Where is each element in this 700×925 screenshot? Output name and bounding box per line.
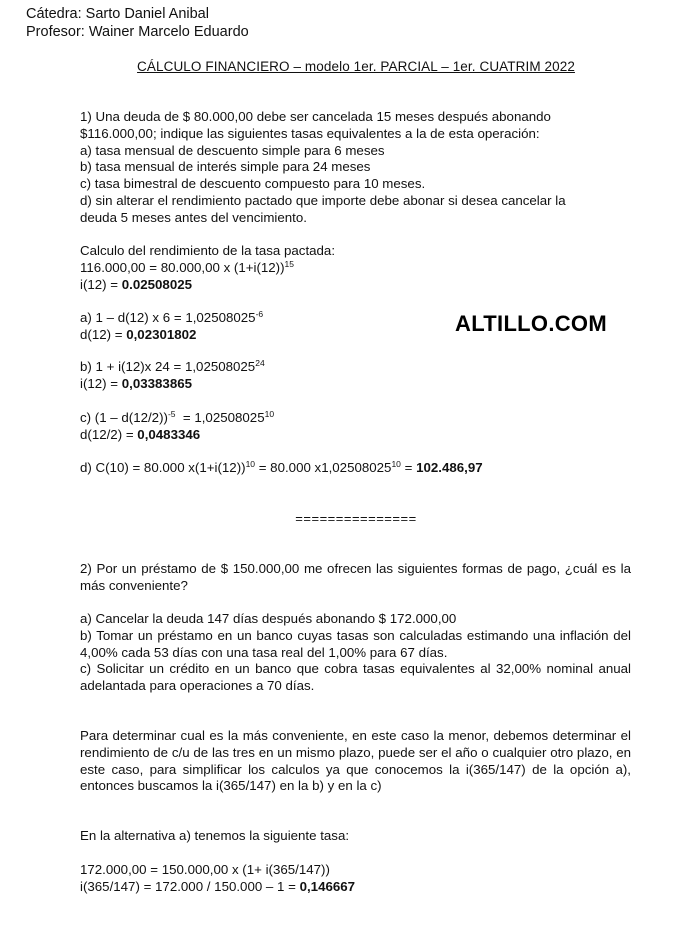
answer-d-equation <box>80 460 631 477</box>
answer-b-result-label: i(12) = <box>80 375 122 391</box>
calc-result <box>80 277 631 294</box>
q1-item-a: a) tasa mensual de descuento simple para 6 meses <box>80 142 385 158</box>
answer-a-equation <box>80 310 631 327</box>
question-2-intro: 2) Por un préstamo de $ 150.000,00 me ofrecen las siguientes formas de pago, ¿cuál es la más conveniente? <box>80 561 631 593</box>
answer-c-result-value: 0,0483346 <box>137 426 201 442</box>
answer-d-part-1: d) C(10) = 80.000 x(1+i(12)) <box>80 460 246 475</box>
calc-equation <box>80 260 631 277</box>
profesor-line: Profesor: Wainer Marcelo Eduardo <box>26 24 249 40</box>
q1-line-1: 1) Una deuda de $ 80.000,00 debe ser cancelada 15 meses después abonando <box>80 109 551 124</box>
alt-a-result-value: 0,146667 <box>299 878 356 894</box>
answer-a-equation-text: a) 1 – d(12) x 6 = 1,02508025 <box>80 310 256 325</box>
answer-b <box>80 359 631 393</box>
catedra-line: Cátedra: Sarto Daniel Anibal <box>26 6 209 22</box>
answer-d-exponent-1: 10 <box>245 459 256 469</box>
question-1 <box>80 109 631 227</box>
answer-d-exponent-2: 10 <box>391 459 401 469</box>
q2-option-c: c) Solicitar un crédito en un banco que cobra tasas equivalentes al 32,00% nominal anual adelantada para operaciones a 70 días. <box>80 661 631 694</box>
alt-a-result <box>80 879 631 896</box>
calc-heading: Calculo del rendimiento de la tasa pactada: <box>80 243 336 258</box>
calc-equation-text: 116.000,00 = 80.000,00 x (1+i(12)) <box>80 259 285 275</box>
alternative-a-calculation <box>80 862 631 896</box>
explanation-paragraph: Para determinar cual es la más conveniente, en este caso la menor, debemos determinar el rendimiento de c/u de las tres en un mismo plazo, puede ser el año o cualquier otro plazo, en este caso, para simplificar los calculos ya que conocemos la i(365/147) de la opción a), entonces buscamos la i(365/147) en la b) y en la c) <box>80 728 631 794</box>
answer-d-result-value: 102.486,97 <box>416 460 483 475</box>
answer-c-equation-text-2: = 1,02508025 <box>175 410 265 425</box>
answer-a-result-value: 0,02301802 <box>126 326 197 342</box>
q1-line-2: $116.000,00; indique las siguientes tasas equivalentes a la de esta operación: <box>80 125 540 141</box>
q2-option-b: b) Tomar un préstamo en un banco cuyas tasas son calculadas estimando una inflación del 4,00% cada 53 días con una tasa real del 1,00% para 67 días. <box>80 627 631 660</box>
answer-c <box>80 410 631 444</box>
answer-c-equation-text-1: c) (1 – d(12/2)) <box>80 410 168 425</box>
answer-a-result-label: d(12) = <box>80 326 127 342</box>
section-separator: =============== <box>295 511 417 526</box>
answer-d <box>80 460 631 477</box>
answer-b-exponent: 24 <box>255 358 265 368</box>
alt-a-result-label: i(365/147) = 172.000 / 150.000 – 1 = <box>80 878 300 894</box>
alt-a-heading-text: En la alternativa a) tenemos la siguiente tasa: <box>80 828 350 843</box>
answer-c-result-label: d(12/2) = <box>80 426 138 442</box>
q1-item-d-line-1: d) sin alterar el rendimiento pactado que importe debe abonar si desea cancelar la <box>80 192 566 208</box>
answer-c-exponent-1: -5 <box>167 409 176 419</box>
q1-item-b: b) tasa mensual de interés simple para 24 meses <box>80 159 371 175</box>
answer-b-equation <box>80 359 631 376</box>
answer-c-equation <box>80 410 631 427</box>
document-title: CÁLCULO FINANCIERO – modelo 1er. PARCIAL – 1er. CUATRIM 2022 <box>137 59 575 74</box>
answer-b-result-value: 0,03383865 <box>121 375 193 391</box>
q2-option-a: a) Cancelar la deuda 147 días después abonando $ 172.000,00 <box>80 611 457 626</box>
answer-a-exponent: -6 <box>255 309 264 319</box>
q1-item-d-line-2: deuda 5 meses antes del vencimiento. <box>80 209 307 225</box>
rate-calculation <box>80 243 631 293</box>
answer-b-result <box>80 376 631 393</box>
alternative-a-heading <box>80 828 631 845</box>
answer-d-part-2: = 80.000 x1,02508025 <box>255 460 392 475</box>
answer-b-equation-text: b) 1 + i(12)x 24 = 1,02508025 <box>80 359 256 374</box>
question-2-options <box>80 611 631 695</box>
q1-item-c: c) tasa bimestral de descuento compuesto para 10 meses. <box>80 176 426 192</box>
answer-a-result <box>80 327 631 344</box>
calc-equation-exponent: 15 <box>284 258 294 269</box>
calc-result-label: i(12) = <box>80 276 122 292</box>
answer-c-exponent-2: 10 <box>264 409 275 419</box>
answer-a <box>80 310 631 344</box>
watermark-logo: ALTILLO.COM <box>455 311 607 336</box>
answer-c-result <box>80 427 631 444</box>
calc-result-value: 0.02508025 <box>121 276 193 292</box>
alt-a-equation: 172.000,00 = 150.000,00 x (1+ i(365/147)) <box>80 862 330 877</box>
answer-d-part-3: = <box>400 460 417 475</box>
